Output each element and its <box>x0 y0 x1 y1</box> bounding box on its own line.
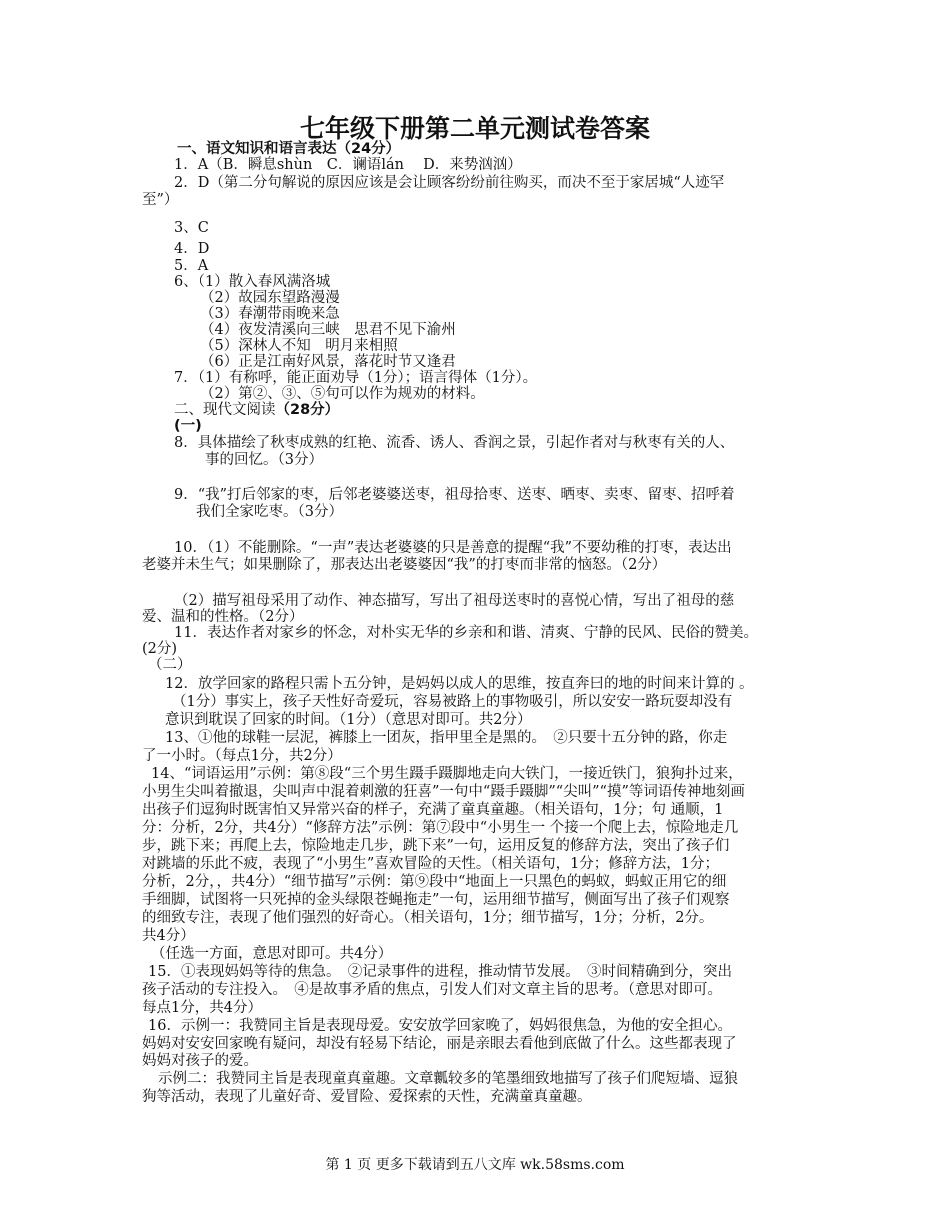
answer-q7-1: 7．（1）有称呼，能正面劝导（1分）；语言得体（1分）。 <box>174 370 538 386</box>
section-heading-language: 一、语文知识和语言表达（24分） <box>177 141 401 157</box>
answer-q2-line1: 2．D（第二分句解说的原因应该是会让顾客纷纷前往购买，而决不至于家居城“人迹罕 <box>174 175 725 191</box>
answer-q4: 4．D <box>174 241 210 257</box>
part-two-label: （二） <box>148 657 192 673</box>
answer-q13-line1: 13、①他的球鞋一层泥，裤膝上一团灰，指甲里全是黑的。 ②只要十五分钟的路，你走 <box>165 730 728 746</box>
answer-q8-line2: 事的回忆。（3分） <box>205 452 323 468</box>
answer-q15-line2: 孩子活动的专注投入。 ④是故事矛盾的焦点，引发人们对文章主旨的思考。（意思对即可。 <box>142 982 722 998</box>
answer-q1: 1．A（B．瞬息shùn C．谰语lán D．来势汹汹） <box>174 157 522 173</box>
answer-q15-line3: 每点1分，共4分） <box>142 1000 262 1016</box>
answer-q16-line1: 16．示例一：我赞同主旨是表现母爱。安安放学回家晚了，妈妈很焦急，为他的安全担心。 <box>148 1018 732 1034</box>
answer-q10-line4: 爱、温和的性格。（2分） <box>142 609 304 625</box>
page-title: 七年级下册第二单元测试卷答案 <box>299 114 650 143</box>
answer-q6-2: （2）故园东望路漫漫 <box>200 290 340 306</box>
answer-q12-line1: 12．放学回家的路程只需卜五分钟，是妈妈以成人的思维，按直奔曰的地的时间来计算的 。 <box>165 676 754 692</box>
answer-q14-line4: 分：分析，2分，共4分）“修辞方法”示例：第⑦段中“小男生一 个接一个爬上去，惊险地走几 <box>142 820 739 836</box>
answer-q6-5: （5）深林人不知 明月来相照 <box>200 338 398 354</box>
answer-q9-line2: 我们全家吃枣。（3分） <box>196 504 343 520</box>
answer-q14-line9: 的细致专注，表现了他们强烈的好奇心。（相关语句，1分；细节描写，1分；分析，2分。 <box>142 910 714 926</box>
answer-q8-line1: 8．具体描绘了秋枣成熟的红艳、流香、诱人、香润之景，引起作者对与秋枣有关的人、 <box>174 435 735 451</box>
answer-q14-line5: 步，跳下来；再爬上去，惊险地走几步，跳下来”一句，运用反复的修辞方法，突出了孩子们 <box>142 838 730 854</box>
answer-q14-line8: 手细脚，试图将一只死掉的金头绿限苍蝇拖走”一句，运用细节描写，侧面写出了孩子们观察 <box>142 892 730 908</box>
answer-q6-3: （3）春潮带雨晚来急 <box>200 306 340 322</box>
answer-q6-4: （4）夜发清溪向三峡 思君不见下渝州 <box>200 322 456 338</box>
answer-q13-line2: 了一小时。（每点1分，共2分） <box>142 748 342 764</box>
answer-q16-line2: 妈妈对安安回家晚有疑问，却没有轻易下结论，丽是亲眼去看他到底做了什么。这些都表现了 <box>142 1036 737 1052</box>
answer-q14-line2: 小男生尖叫着撤退，尖叫声中混着刺激的狂喜”一句中“蹑手蹑脚”“尖叫”“摸”等词语传神地刻画 <box>142 784 745 800</box>
answer-q11-line1: 11．表达作者对家乡的怀念，对朴实无华的乡亲和和谐、清爽、宁静的民风、民俗的赞美。 <box>174 625 758 641</box>
section-heading-reading-text: 二、现代文阅读 <box>174 402 276 418</box>
answer-q2-line2: 至”） <box>142 192 179 208</box>
answer-q12-line2: （1分）事实上，孩子天性好奇爱玩，容易被路上的事物吸引，所以安安一路玩耍却没有 <box>172 694 733 710</box>
answer-q10-line2: 老婆并未生气；如果删除了，那表达出老婆婆因“我”的打枣而非常的恼怒。（2分） <box>142 557 667 573</box>
answer-q14-line10: 共4分） <box>142 928 195 944</box>
answer-q14-line11: （任选一方面，意思对即可。共4分） <box>151 946 393 962</box>
answer-q9-line1: 9．“我”打后邻家的枣，后邻老婆婆送枣，祖母拾枣、送枣、晒枣、卖枣、留枣、招呼着 <box>174 487 735 503</box>
answer-q10-line1: 10．（1）不能删除。“一声”表达老婆婆的只是善意的提醒“我”不要幼稚的打枣，表达出 <box>174 540 732 556</box>
answer-q12-line3: 意识到耽误了回家的时间。（1分）（意思对即可。共2分） <box>165 712 532 728</box>
answer-q15-line1: 15．①表现妈妈等待的焦急。 ②记录事件的进程，推动情节发展。 ③时间精确到分，突出 <box>148 964 732 980</box>
part-one-label: (一) <box>174 418 202 434</box>
answer-q14-line3: 出孩子们逗狗时既害怕又异常兴奋的样子，充满了童真童趣。（相关语句，1分；句 通顺，1 <box>142 802 724 818</box>
answer-q14-line7: 分析，2分，，共4分）“细节描写”示例：第⑨段中“地面上一只黑色的蚂蚁，蚂蚁正用它的细 <box>142 874 727 890</box>
answer-q6-1: 6、（1）散入春风满洛城 <box>174 274 331 290</box>
answer-q7-2: （2）第②、③、⑤句可以作为规劝的材料。 <box>200 386 485 402</box>
page-footer: 第 1 页 更多下载请到五八文库 wk.58sms.com <box>325 1157 625 1173</box>
section-heading-reading-score: （28分） <box>275 402 340 418</box>
answer-q5: 5．A <box>174 258 209 274</box>
answer-q14-line1: 14、“词语运用”示例：第⑧段“三个男生蹑手蹑脚地走向大铁门，一接近铁门，狼狗扑过来， <box>151 766 743 782</box>
answer-q6-6: （6）正是江南好风景，落花时节又逢君 <box>200 354 456 370</box>
answer-q3: 3、C <box>174 220 209 236</box>
answer-q16-line4: 示例二：我赞同主旨是表现童真童趣。文章瓤较多的笔墨细致地描写了孩子们爬短墙、逗狼 <box>158 1071 738 1087</box>
answer-q14-line6: 对跳墙的乐此不疲，表现了“小男生”喜欢冒险的天性。（相关语句，1分；修辞方法，1分； <box>142 856 720 872</box>
answer-q16-line5: 狗等活动，表现了儿童好奇、爱冒险、爱探索的天性，充满童真童趣。 <box>142 1089 592 1105</box>
answer-q11-line2: (2分) <box>142 641 178 657</box>
section-heading-reading <box>174 402 339 418</box>
answer-q16-line3: 妈妈对孩子的爱。 <box>142 1053 258 1069</box>
answer-q10-line3: （2）描写祖母采用了动作、神态描写，写出了祖母送枣时的喜悦心情，写出了祖母的慈 <box>174 593 735 609</box>
